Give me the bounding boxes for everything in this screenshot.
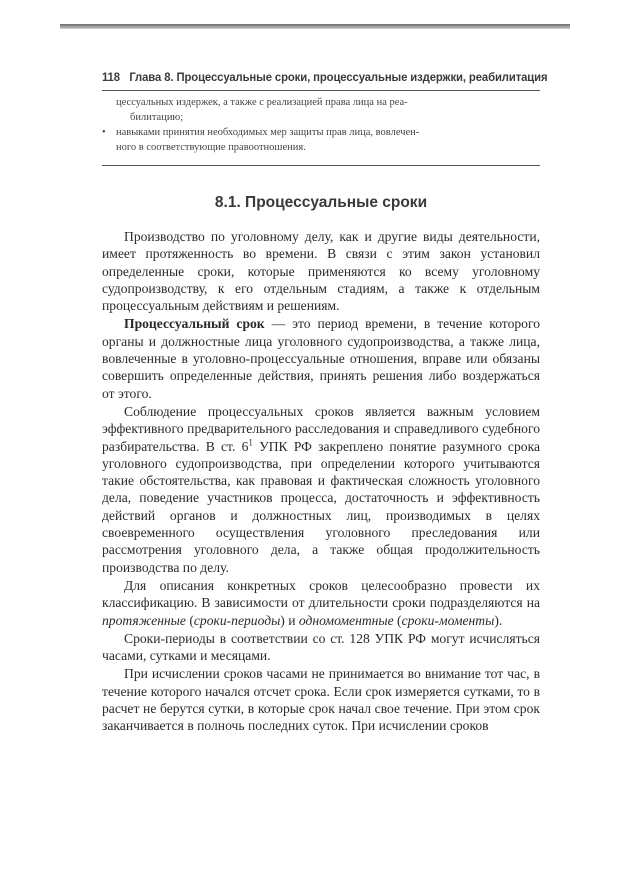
paragraph: При исчислении сроков часами не принимается во внимание тот час, в течение которого начался отсчет срока. Если срок измеряется сутками, то в расчет не берутся сутки, в которые срок начал свое течение. При этом срок заканчивается в полночь последних суток. При исчислении сроков (102, 666, 540, 734)
paragraph-text: ) и (280, 612, 299, 628)
paragraph-text: УПК РФ закреплено понятие разумного срока уголовного судопроизводства, при определении которого учитываются такие обстоятельства, как правовая и фактическая сложность уголовного дела, поведение участников процесса, достаточность и эффективность действий органов и должностных лиц, производимых в целях своевременного осуществления уголовного преследования или рассмотрения уголовного дела, а также общая продолжительность производства по делу. (102, 438, 540, 575)
section-title: 8.1. Процессуальные сроки (214, 194, 428, 211)
paragraph: Сроки-периоды в соответствии со ст. 128 УПК РФ могут исчисляться часами, сутками и месяцами. (102, 630, 540, 664)
paragraph-text: ). (494, 612, 503, 628)
objective-line: ного в соответствующие правоотношения. (116, 142, 306, 153)
paragraph (102, 403, 540, 576)
header-rule (102, 90, 540, 91)
italic-term: сроки-моменты (401, 612, 495, 628)
objective-line: цессуальных издержек, а также с реализацией права лица на реа- (116, 97, 408, 108)
objective-continuation (102, 95, 540, 125)
italic-term: одномоментные (298, 612, 394, 628)
italic-term: протяженные (102, 612, 186, 628)
chapter-title: Глава 8. Процессуальные сроки, процессуальные издержки, реабилитация (129, 70, 548, 84)
paragraph-text: ( (393, 612, 402, 628)
paragraph-text: ( (185, 612, 194, 628)
defined-term: Процессуальный срок (124, 316, 265, 332)
footnote-superscript: 1 (248, 437, 253, 448)
paragraph: Производство по уголовному делу, как и другие виды деятельности, имеет протяженность во времени. В связи с этим закон установил определенные сроки, которые применяются ко всему уголовному судопроизводству, к его отдельным стадиям, а также к отдельным процессуальным действиям и решениям. (102, 229, 540, 314)
section-body (102, 228, 540, 735)
objective-line: билитацию; (130, 112, 184, 123)
chapter-objectives (102, 95, 540, 155)
bullet-marker: • (102, 127, 106, 138)
paragraph (102, 577, 540, 629)
objectives-rule (102, 165, 540, 166)
paragraph-text: Соблюдение процессуальных сроков является важным условием эффективного предварительного расследования и справедливого судебного разбирательства. В ст. 6 (102, 403, 540, 454)
paragraph (102, 315, 540, 401)
objective-bullet (102, 125, 540, 155)
italic-term: сроки-периоды (193, 612, 281, 628)
page-number: 118 (102, 70, 120, 84)
objective-line: навыками принятия необходимых мер защиты прав лица, вовлечен- (116, 127, 420, 138)
paragraph-text: — это период времени, в течение которого органы и должностные лица уголовного судопроизводства, а также лица, вовлеченные в уголовно-процессуальные отношения, вправе или обязаны совершить определенные действия, принять решения либо воздержаться от этого. (102, 316, 540, 401)
paragraph-text: Для описания конкретных сроков целесообразно провести их классификацию. В зависимости от длительности сроки подразделяются на (102, 577, 540, 611)
scan-top-edge (60, 24, 570, 29)
book-page (102, 70, 548, 735)
running-header (102, 70, 548, 84)
